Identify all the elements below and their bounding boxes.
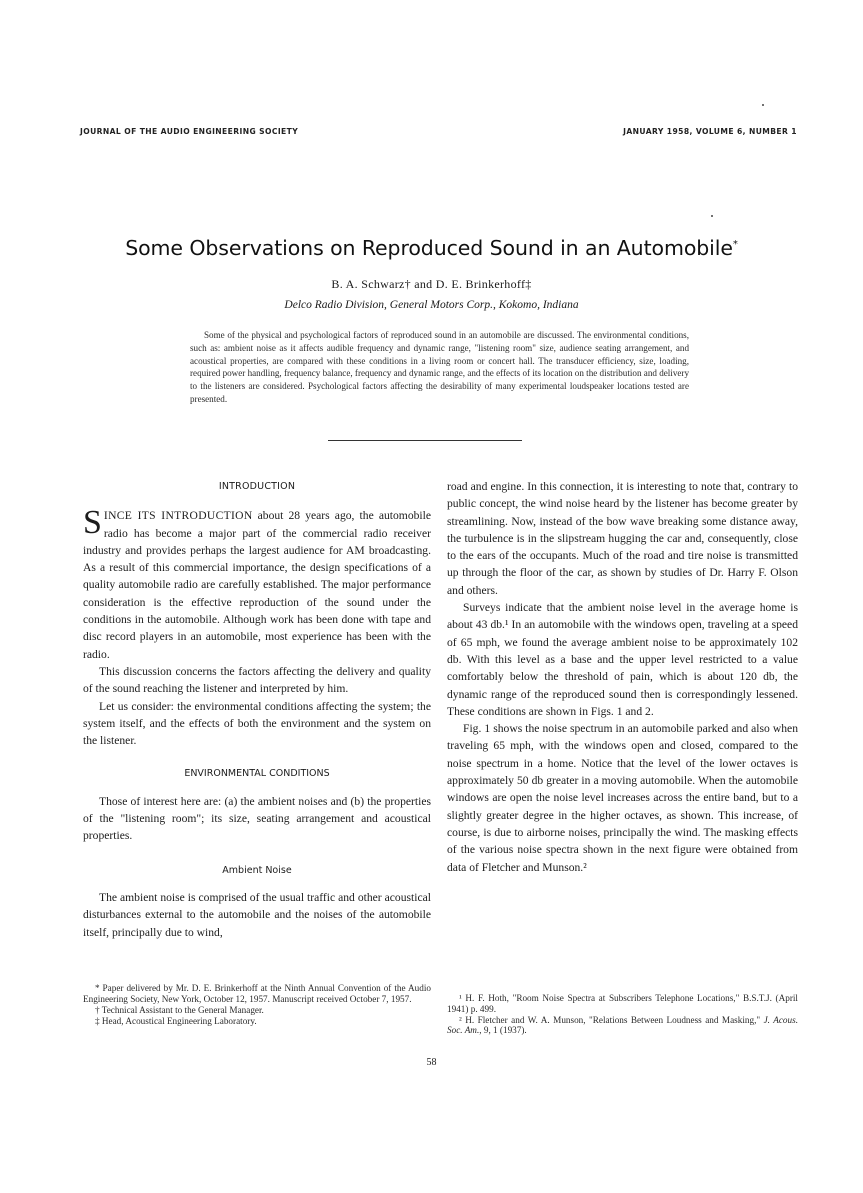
introduction-heading: INTRODUCTION bbox=[218, 481, 296, 492]
intro-paragraph-3: Let us consider: the environmental conditions affecting the system; the system itself, and the effects of both the environment and the system on the listener. bbox=[83, 699, 431, 748]
footnote-brinkerhoff: ‡ Head, Acoustical Engineering Laboratory. bbox=[95, 1015, 257, 1026]
scan-speck bbox=[711, 215, 713, 217]
right-paragraph-3: Fig. 1 shows the noise spectrum in an automobile parked and also when traveling 65 mph, with the windows open and closed, compared to the noise spectrum in a home. Notice that the level of the lower octaves is approximately 50 db greater in a moving automobile. When the automobile windows are open the noise level increases across the entire band, but to a slightly greater degree in the higher octaves, as shown. This increase, of course, is due to airborne noises, principally the wind. The masking effects of the various noise spectra shown in the next figure were obtained from data of Fletcher and Munson.² bbox=[447, 722, 798, 874]
left-footnotes bbox=[83, 983, 431, 1027]
drop-cap: S bbox=[83, 504, 102, 542]
intro-paragraph-1 bbox=[83, 504, 432, 663]
ambient-paragraph: The ambient noise is comprised of the usual traffic and other acoustical disturbances external to the automobile and the noises of the automobile itself, principally due to wind, bbox=[83, 890, 431, 939]
title-footnote-mark: * bbox=[732, 239, 738, 251]
intro-lead-in: INCE ITS INTRODUCTION bbox=[103, 509, 253, 523]
footnote-2 bbox=[447, 1015, 798, 1036]
footnote-2-text: ² H. Fletcher and W. A. Munson, "Relations Between Loudness and Masking," bbox=[459, 1014, 764, 1025]
footnote-1: ¹ H. F. Hoth, "Room Noise Spectra at Subscribers Telephone Locations," B.S.T.J. (April 1941) p. 499. bbox=[447, 993, 798, 1014]
page-number: 58 bbox=[426, 1057, 437, 1068]
intro-paragraph-2: This discussion concerns the factors affecting the delivery and quality of the sound reaching the listener and interpreted by him. bbox=[83, 664, 431, 696]
right-paragraph-2: Surveys indicate that the ambient noise level in the average home is about 43 db.¹ In an automobile with the windows open, traveling at a speed of 65 mph, we found the average ambient noise to be approximately 102 db. With this level as a base and the upper level restricted to a value comfortably below the threshold of pain, which is about 120 db, the dynamic range of the reproduced sound then is correspondingly lessened. These conditions are shown in Figs. 1 and 2. bbox=[447, 601, 798, 718]
right-column bbox=[447, 478, 798, 876]
authors: B. A. Schwarz† and D. E. Brinkerhoff‡ bbox=[331, 277, 532, 291]
journal-header: JOURNAL OF THE AUDIO ENGINEERING SOCIETY bbox=[80, 127, 299, 136]
environmental-paragraph: Those of interest here are: (a) the ambient noises and (b) the properties of the "listening room"; its size, seating arrangement and acoustical properties. bbox=[83, 794, 431, 843]
affiliation: Delco Radio Division, General Motors Corp., Kokomo, Indiana bbox=[284, 299, 579, 311]
scan-speck bbox=[762, 104, 764, 106]
left-column bbox=[83, 478, 431, 941]
footnote-2-ref: , 9, 1 (1937). bbox=[479, 1025, 527, 1036]
footnote-paper: * Paper delivered by Mr. D. E. Brinkerhoff at the Ninth Annual Convention of the Audio Engineering Society, New York, October 12, 1957. Manuscript received October 7, 1957. bbox=[83, 983, 431, 1004]
footnote-2-journal: J. Acous. Soc. Am. bbox=[447, 1014, 798, 1036]
title-text: Some Observations on Reproduced Sound in an Automobile bbox=[125, 236, 733, 260]
abstract: Some of the physical and psychological factors of reproduced sound in an automobile are discussed. The environmental conditions, such as: ambient noise as it affects audible frequency and dynamic range, "listening room" size, audience seating arrangement, and acoustical properties, are compared with these conditions in a living room or concert hall. The transducer efficiency, size, loading, required power handling, frequency balance, frequency and dynamic range, and the effects of its location on the distribution and delivery to the listeners are considered. Psychological factors affecting the desirability of many experimental loudspeaker locations tested are presented. bbox=[190, 330, 689, 404]
section-divider bbox=[328, 440, 522, 441]
ambient-noise-heading: Ambient Noise bbox=[222, 864, 292, 876]
intro-text-1: about 28 years ago, the automobile radio has become a major part of the commercial radio receiver industry and provides perhaps the largest audience for AM broadcasting. As a result of this commercial importance, the design specifications of a quality automobile radio are carefully established. The major performance consideration is the effective reproduction of the sound under the conditions in the automobile. Although work has been done with tape and disc record players in an automobile, most experience has been with the radio. bbox=[83, 509, 432, 661]
article-title bbox=[0, 236, 863, 260]
footnote-schwarz: † Technical Assistant to the General Manager. bbox=[95, 1004, 264, 1015]
environmental-heading: ENVIRONMENTAL CONDITIONS bbox=[184, 768, 330, 780]
issue-header: JANUARY 1958, VOLUME 6, NUMBER 1 bbox=[623, 127, 797, 136]
right-footnotes bbox=[447, 993, 798, 1036]
right-paragraph-1: road and engine. In this connection, it is interesting to note that, contrary to public concept, the wind noise heard by the listener has become greater by streamlining. Now, instead of the bow wave breaking some distance away, the turbulence is in the slipstream hugging the car and, consequently, close to the ears of the occupants. Much of the road and tire noise is transmitted up through the floor of the car, as shown by studies of Dr. Harry F. Olson and others. bbox=[447, 480, 798, 597]
